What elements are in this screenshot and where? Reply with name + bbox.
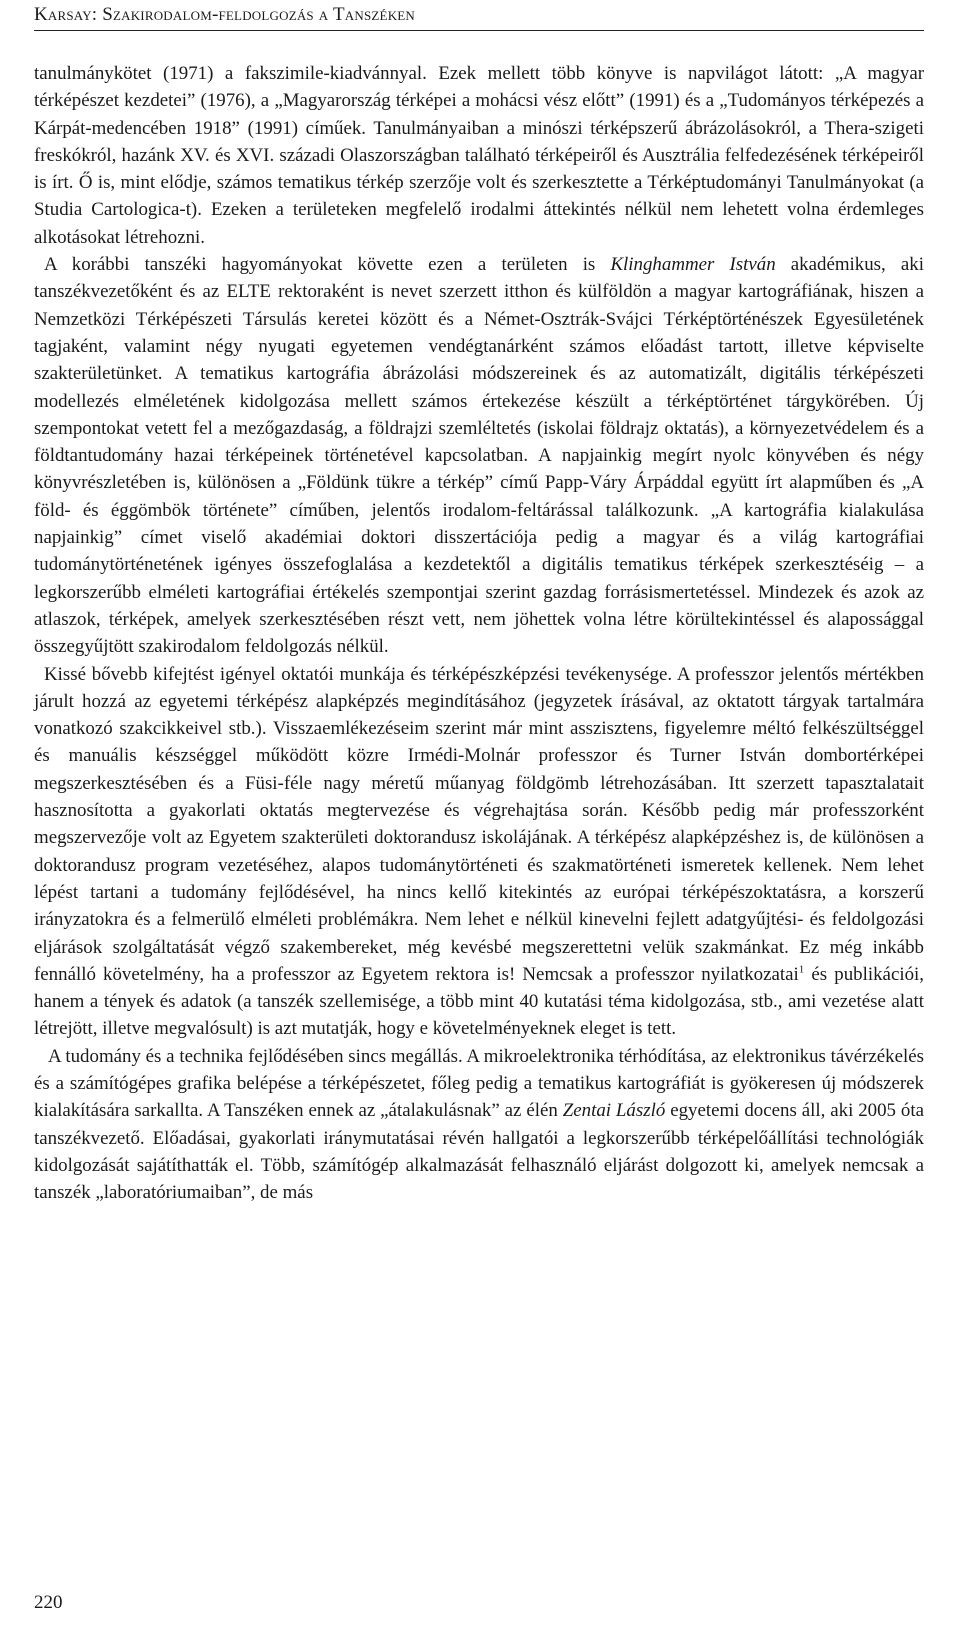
paragraph xyxy=(34,1043,924,1207)
paragraph xyxy=(34,661,924,1043)
paragraph-text: akadémikus, aki tanszékvezetőként és az ELTE rektoraként is nevet szerzett itthon és külföldön a magyar kartográfiának, hiszen a Nemzetközi Térképészeti Társulás keretei között és a Német-Osztrák-Svájci Térképtörténészek Egyesületének tagjaként, valamint négy nyugati egyetemen vendégtanárként számos előadást tartott, illetve képviselte szakterületünket. A tematikus kartográfia ábrázolási módszereinek és az automatizált, digitális térképészeti modellezés elméletének kidolgozása mellett számos értekezése készült a térképtörténet tárgykörében. Új szempontokat vetett fel a mezőgazdaság, a földrajzi szemléltetés (iskolai földrajz oktatás), a környezetvédelem és a földtantudomány hazai térképeinek történetével kapcsolatban. A napjainkig megírt nyolc könyvében és négy könyvrészletében is, különösen a „Földünk tükre a térkép” című Papp-Váry Árpáddal együtt írt alapműben és „A föld- és éggömbök története” címűben, jelentős irodalom-feltárással találkozunk. „A kartográfia kialakulása napjainkig” címet viselő akadémiai doktori disszertációja pedig a magyar és a világ kartográfiai tudománytörténetének igényes összefoglalása a kezdetektől a digitális tematikus térképek szerkesztéséig – a legkorszerűbb elméleti kartográfiai értékelés szempontjai szerint gazdag forrásismertetéssel. Mindezek és azok az atlaszok, térképek, amelyek szerkesztésében részt vett, nem jöhettek volna létre körültekintéssel és alapossággal összegyűjtött szakirodalom feldolgozás nélkül. xyxy=(34,254,924,658)
paragraph-text: Kissé bővebb kifejtést igényel oktatói munkája és térképészképzési tevékenysége. A professzor jelentős mértékben járult hozzá az egyetemi térképész alapképzés megindításához (jegyzetek írásával, az oktatott tárgyak tartalmára vonatkozó szakcikkeivel stb.). Visszaemlékezéseim szerint már mint asszisztens, figyelemre méltó felkészültséggel és manuális készséggel működött közre Irmédi-Molnár professzor és Turner István dombortérképei megszerkesztésében és a Füsi-féle nagy méretű műanyag földgömb létrehozásában. Itt szerzett tapasztalatait hasznosította a gyakorlati oktatás megtervezése és végrehajtása során. Később pedig már professzorként megszervezője volt az Egyetem szakterületi doktorandusz iskolájának. A térképész alapképzéshez is, de különösen a doktorandusz program vezetéséhez, alapos tudománytörténeti és szakmatörténeti ismeretek kellenek. Nem lehet lépést tartani a tudomány fejlődésével, ha nincs kellő kitekintés az európai térképészoktatásra, a korszerű irányzatokra és a felmerülő elméleti problémákra. Nem lehet e nélkül kinevelni fejlett adatgyűjtési- és feldolgozási eljárások szolgáltatását végző szakembereket, még kevésbé megszerettetni velük szakmánkat. Ez még inkább fennálló követelmény, ha a professzor az Egyetem rektora is! Nemcsak a professzor nyilatkozatai xyxy=(34,663,924,985)
paragraph-text: és publikációi, hanem a tények és adatok (a tanszék szellemisége, a több mint 40 kutatási téma kidolgozása, stb., ami vezetése alatt létrejött, illetve megvalósult) is azt mutatják, hogy e követelményeknek eleget is tett. xyxy=(34,963,924,1040)
paragraph-text: tanulmánykötet (1971) a fakszimile-kiadvánnyal. Ezek mellett több könyve is napvilágot látott: „A magyar térképészet kezdetei” (1976), a „Magyarország térképei a mohácsi vész előtt” (1991) és a „Tudományos térképezés a Kárpát-medencében 1918” (1991) címűek. Tanulmányaiban a minószi térképszerű ábrázolásokról, a Thera-szigeti freskókról, hazánk XV. és XVI. századi Olaszországban található térképeiről és Ausztrália felfedezésének térképeiről is írt. Ő is, mint elődje, számos tematikus térkép szerzője volt és szerkesztette a Térképtudományi Tanulmányokat (a Studia Cartologica-t). Ezeken a területeken megfelelő irodalmi áttekintés nélkül nem lehetett volna érdemleges alkotásokat létrehozni. xyxy=(34,63,924,248)
paragraph xyxy=(34,60,924,251)
paragraph xyxy=(34,251,924,660)
running-title: Karsay: Szakirodalom-feldolgozás a Tanszéken xyxy=(34,4,416,25)
paragraph-text: A tudomány és a technika fejlődésében sincs megállás. A mikroelektronika térhódítása, az elektronikus távérzékelés és a számítógépes grafika belépése a térképészetet, főleg pedig a tematikus kartográfiát is gyökeresen új módszerek kialakítására sarkallta. A Tanszéken ennek az „átalakulásnak” az élén xyxy=(34,1045,924,1122)
running-header xyxy=(34,4,924,31)
paragraph-text: egyetemi docens áll, aki 2005 óta tanszékvezető. Előadásai, gyakorlati iránymutatásai révén hallgatói a legkorszerűbb térképelőállítási technológiák kidolgozását sajátíthatták el. Több, számítógép alkalmazását felhasználó eljárást dolgozott ki, amelyek nemcsak a tanszék „laboratóriumaiban”, de más xyxy=(34,1100,924,1204)
body-text xyxy=(34,60,924,1206)
footnote-reference: 1 xyxy=(798,963,805,976)
person-name: Zentai László xyxy=(562,1100,666,1122)
page-number: 220 xyxy=(34,1592,63,1613)
person-name: Klinghammer István xyxy=(610,254,776,276)
paragraph-text: A korábbi tanszéki hagyományokat követte ezen a területen is xyxy=(44,254,611,276)
